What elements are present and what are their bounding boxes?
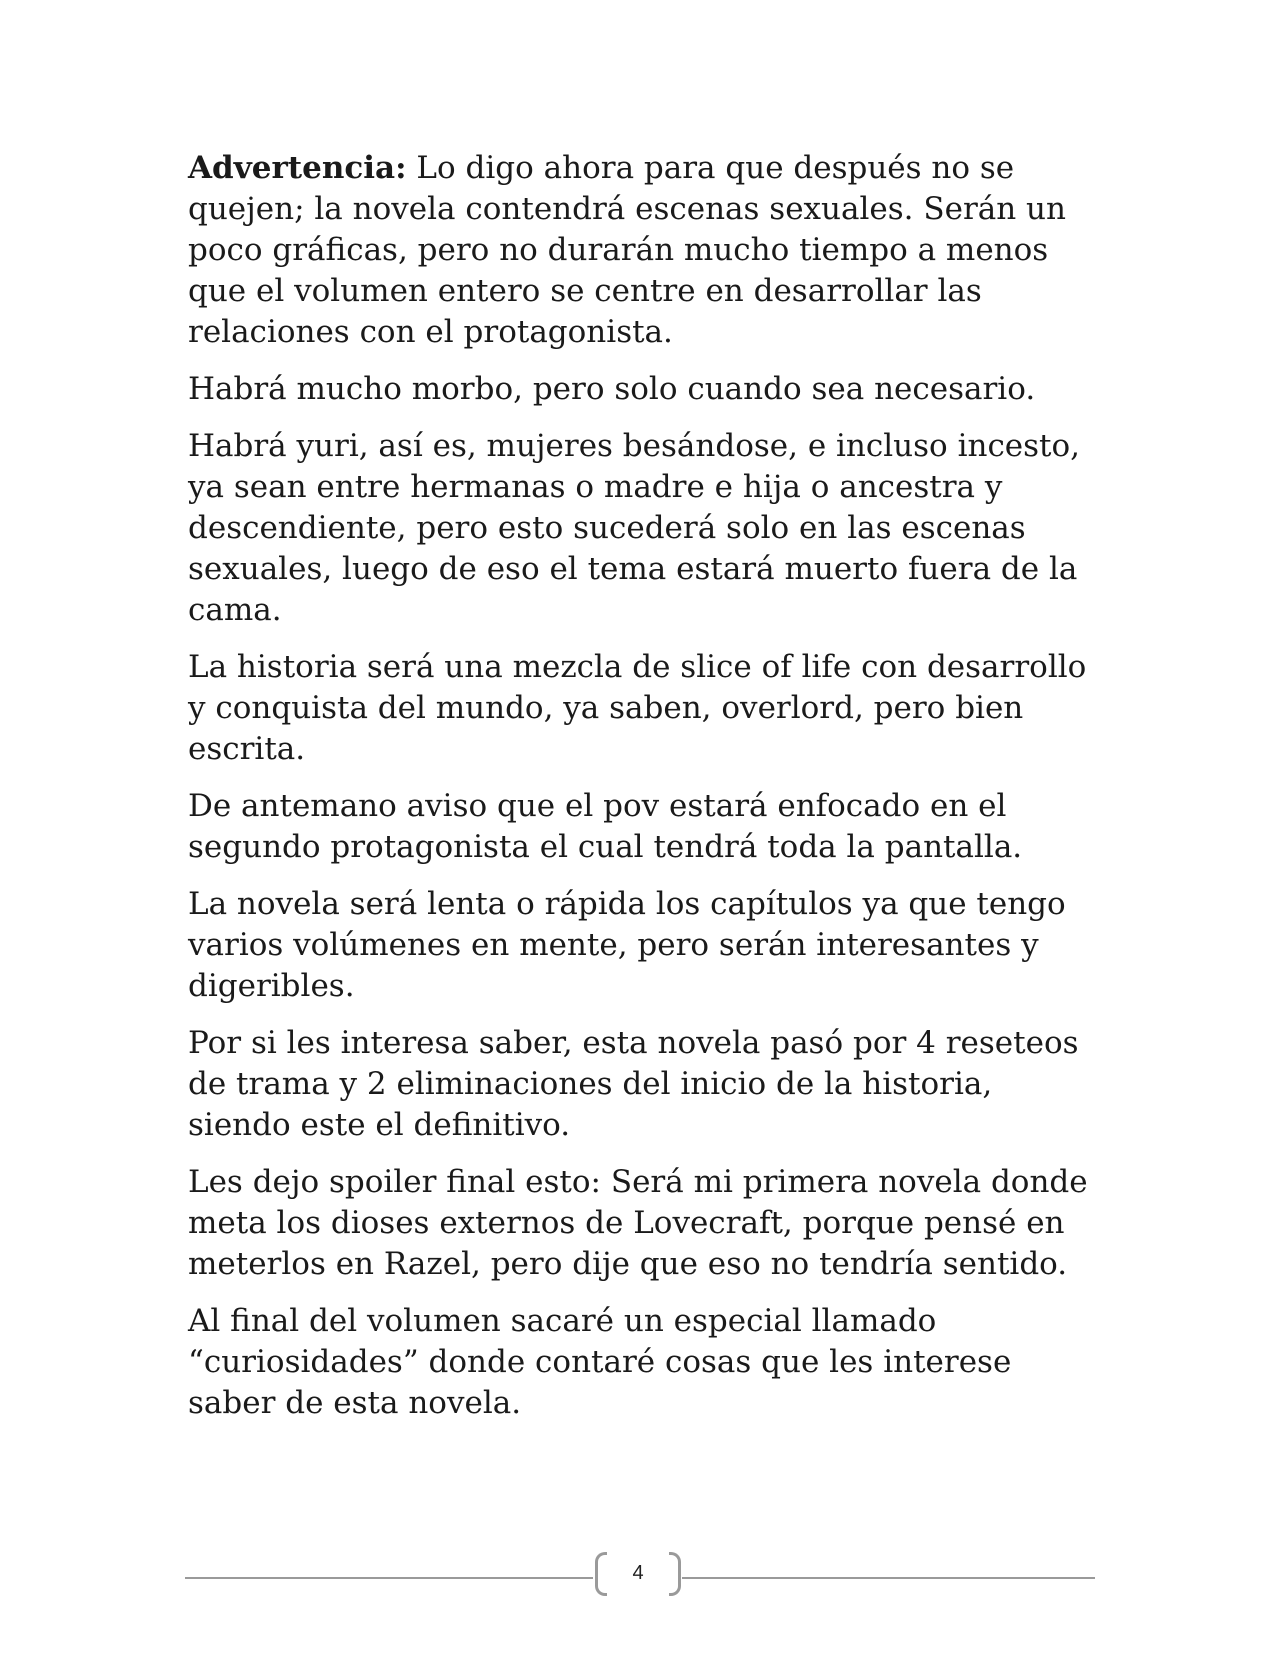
paragraph: La novela será lenta o rápida los capítulos ya que tengo varios volúmenes en mente, pero serán interesantes y digeribles. [188,886,1066,1004]
footer-rule-right [682,1577,1095,1579]
paragraph-warning [188,148,1098,353]
close-bracket-icon [669,1552,681,1596]
paragraph: Por si les interesa saber, esta novela pasó por 4 reseteos de trama y 2 eliminaciones del inicio de la historia, siendo este el definitivo. [188,1025,1079,1143]
paragraph: La historia será una mezcla de slice of life con desarrollo y conquista del mundo, ya saben, overlord, pero bien escrita. [188,649,1087,767]
footer-rule-left [185,1577,593,1579]
paragraph-text: Lo digo ahora para que después no se quejen; la novela contendrá escenas sexuales. Serán un poco gráficas, pero no durarán mucho tiempo a menos que el volumen entero se centre en desarrollar las relaciones con el protagonista. [188,150,1066,350]
page-number: 4 [632,1562,644,1584]
paragraph: Habrá yuri, así es, mujeres besándose, e incluso incesto, ya sean entre hermanas o madre e hija o ancestra y descendiente, pero esto sucederá solo en las escenas sexuales, luego de eso el tema estará muerto fuera de la cama. [188,428,1081,628]
warning-label: Advertencia: [188,150,407,186]
paragraph: Habrá mucho morbo, pero solo cuando sea necesario. [188,371,1036,407]
paragraph: Al final del volumen sacaré un especial llamado “curiosidades” donde contaré cosas que les interese saber de esta novela. [188,1303,1012,1421]
page-footer [185,1548,1095,1608]
paragraph: Les dejo spoiler final esto: Será mi primera novela donde meta los dioses externos de Lovecraft, porque pensé en meterlos en Razel, pero dije que eso no tendría sentido. [188,1164,1088,1282]
page-body [188,148,1098,1440]
open-bracket-icon [595,1552,607,1596]
paragraph: De antemano aviso que el pov estará enfocado en el segundo protagonista el cual tendrá toda la pantalla. [188,788,1023,865]
